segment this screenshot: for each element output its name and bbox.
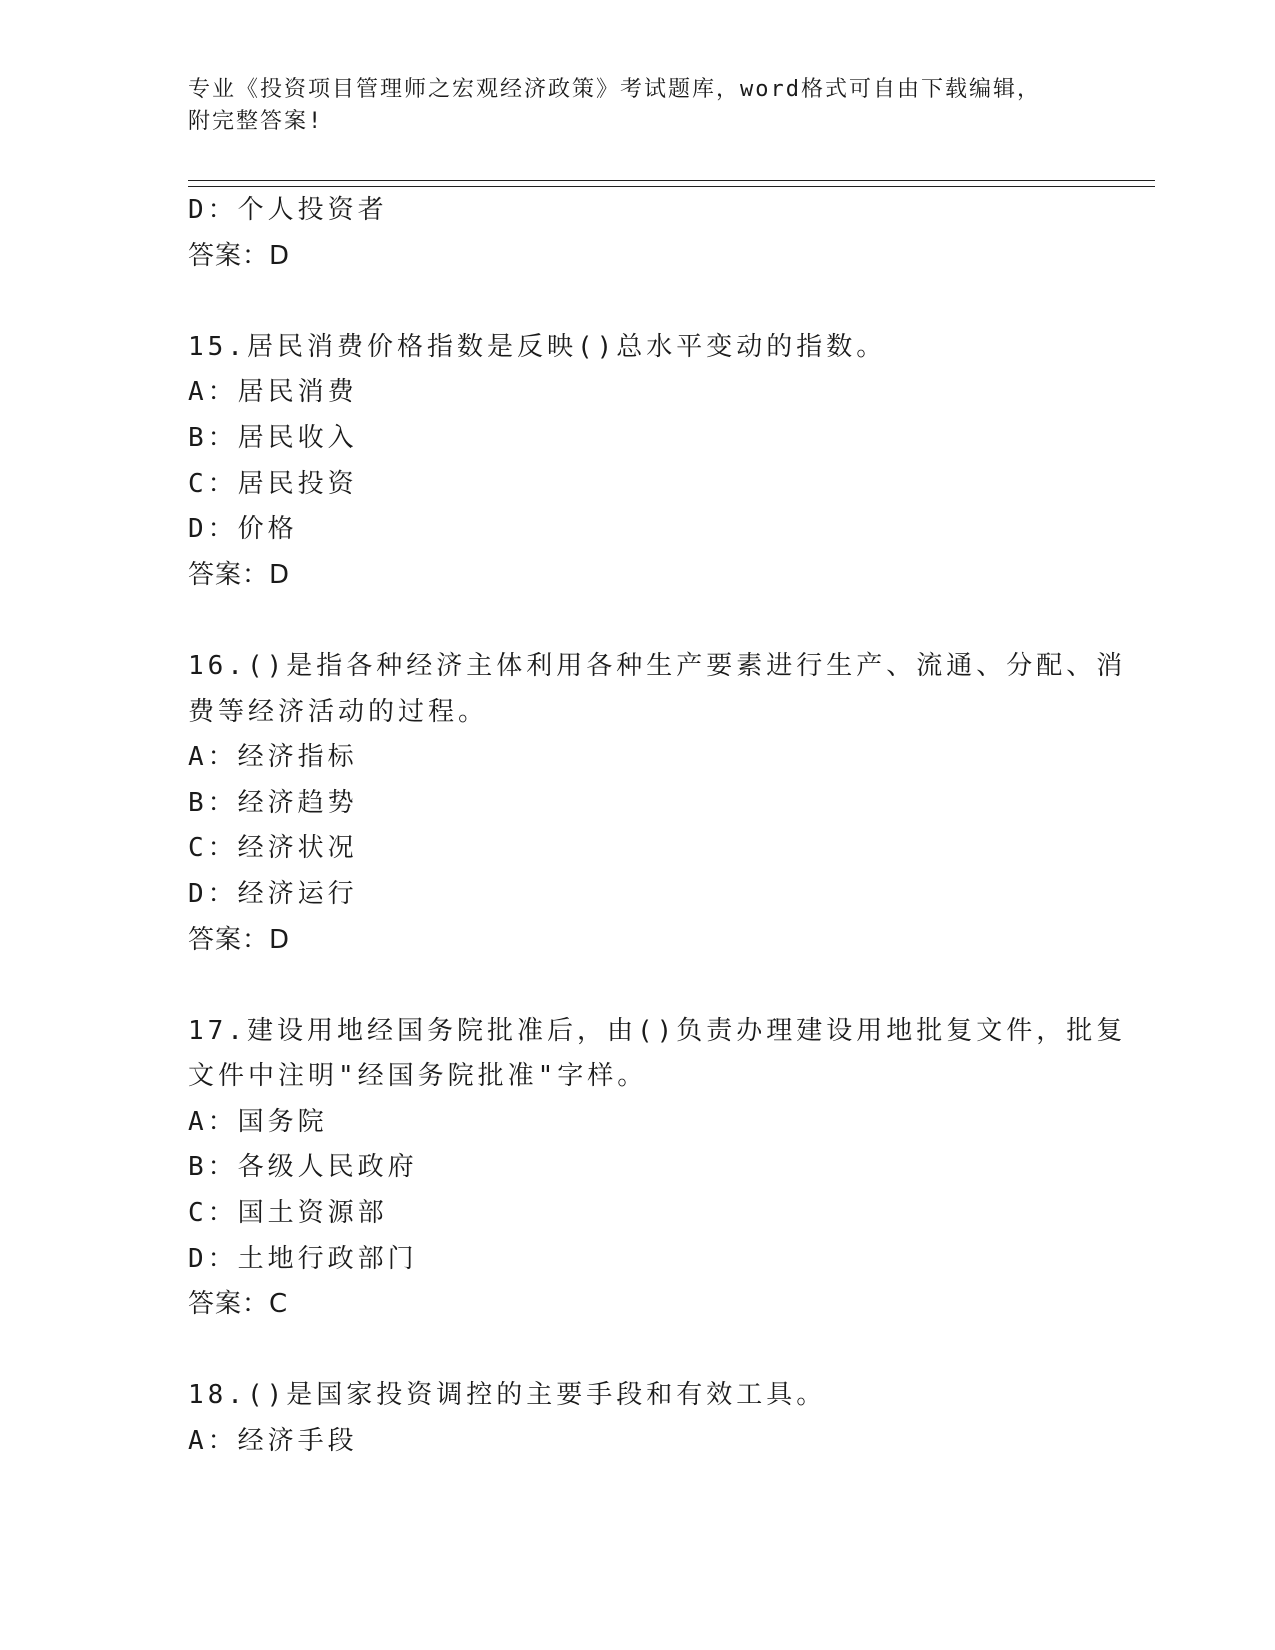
option-d: D：经济运行 [188,878,358,909]
answer-line: 答案：D [188,559,291,590]
spacer [188,1328,1148,1374]
question-15 [188,325,1148,599]
option-c: C：国土资源部 [188,1198,388,1229]
question-stem-continued: 费等经济活动的过程。 [188,696,489,727]
question-stem: 15.居民消费价格指数是反映()总水平变动的指数。 [188,331,887,362]
option-c: C：经济状况 [188,833,358,864]
question-18 [188,1373,1148,1464]
option-a: A：居民消费 [188,377,358,408]
header-line-2: 附完整答案! [188,109,324,134]
option-a: A：经济手段 [188,1426,358,1457]
question-stem: 18.()是国家投资调控的主要手段和有效工具。 [188,1380,827,1411]
header-divider-bottom [188,186,1155,187]
document-header [188,74,1088,138]
option-d: D：土地行政部门 [188,1243,418,1274]
answer-line: 答案：C [188,1289,289,1320]
header-line-1: 专业《投资项目管理师之宏观经济政策》考试题库，word格式可自由下载编辑， [188,77,1041,102]
question-stem: 16.()是指各种经济主体利用各种生产要素进行生产、流通、分配、消 [188,650,1127,681]
question-list [188,188,1148,1465]
question-17 [188,1009,1148,1328]
option-d: D：个人投资者 [188,195,388,225]
question-stem: 17.建设用地经国务院批准后，由()负责办理建设用地批复文件，批复 [188,1015,1127,1046]
option-b: B：经济趋势 [188,787,358,818]
spacer [188,598,1148,644]
header-divider-top [188,180,1155,181]
question-16 [188,644,1148,963]
option-a: A：经济指标 [188,742,358,773]
option-a: A：国务院 [188,1106,328,1137]
answer-line: 答案：D [188,240,291,271]
spacer [188,279,1148,325]
option-c: C：居民投资 [188,468,358,499]
option-d: D：价格 [188,514,298,545]
spacer [188,963,1148,1009]
answer-line: 答案：D [188,924,291,955]
option-b: B：各级人民政府 [188,1152,418,1183]
question-stem-continued: 文件中注明"经国务院批准"字样。 [188,1061,648,1092]
option-b: B：居民收入 [188,422,358,453]
